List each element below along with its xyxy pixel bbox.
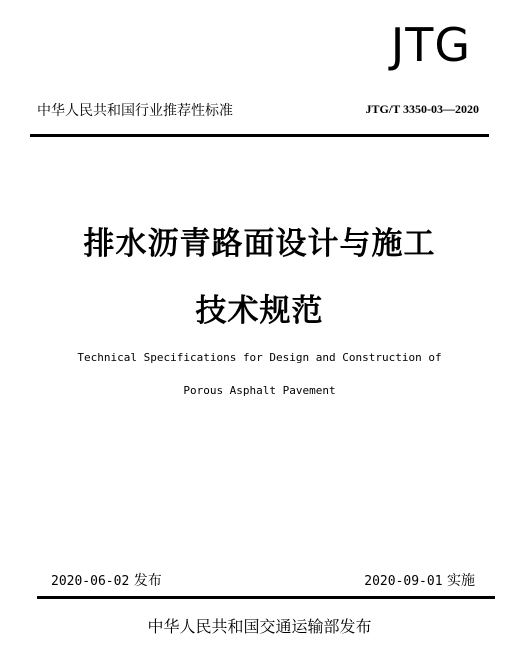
- publish-date-value: 2020-06-02: [51, 574, 130, 589]
- title-line-1: 排水沥青路面设计与施工: [83, 226, 436, 262]
- english-title-line-2: Porous Asphalt Pavement: [183, 384, 336, 397]
- bottom-divider: [37, 596, 495, 599]
- standard-category: 中华人民共和国行业推荐性标准: [37, 103, 233, 119]
- issuer: 中华人民共和国交通运输部发布: [147, 617, 372, 636]
- publish-label: 发布: [133, 573, 162, 589]
- jtg-logo: JTG: [390, 18, 471, 72]
- implement-label: 实施: [447, 573, 475, 589]
- top-divider: [30, 134, 489, 137]
- publish-date: [51, 570, 162, 590]
- implement-date-value: 2020-09-01: [364, 574, 443, 589]
- english-title-line-1: Technical Specifications for Design and Construction of: [77, 351, 442, 364]
- title-line-2: 技术规范: [195, 293, 324, 329]
- standard-code: JTG/T 3350-03—2020: [365, 102, 479, 116]
- implement-date: [364, 570, 475, 590]
